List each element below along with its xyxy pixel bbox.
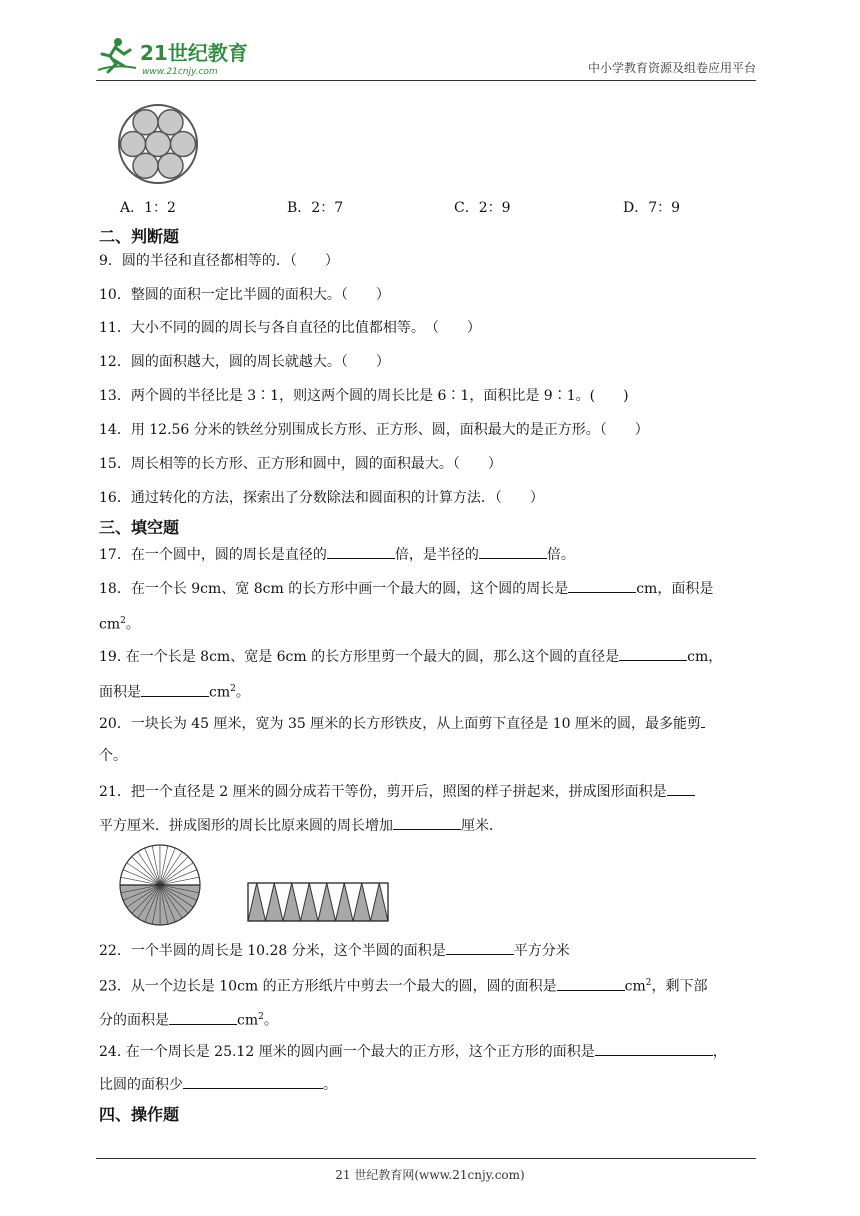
judge-q15: 15．周长相等的长方形、正方形和圆中，圆的面积最大。（ ） <box>99 456 502 472</box>
runner-icon <box>98 38 136 72</box>
fill-q23-cont: 分的面积是 $cm^2$。 <box>99 1007 278 1031</box>
fill-q20-cont: 个。 <box>99 748 127 764</box>
judge-q13: 13．两个圆的半径比是 3∶1，则这两个圆的周长比是 6∶1，面积比是 9∶1。( ) <box>99 388 629 404</box>
section-operation-title: 四、操作题 <box>99 1105 180 1124</box>
fill-q18: 18．在一个长 9cm、宽 8cm 的长方形中画一个最大的圆，这个圆的周长是 cm，面积是 <box>99 578 713 599</box>
fill-q21: 21．把一个直径是 2 厘米的圆分成若干等份，剪开后，照图的样子拼起来，拼成图形面积是 <box>99 781 695 802</box>
svg-text:www.21cnjy.com: www.21cnjy.com <box>142 67 218 77</box>
fill-q24-cont: 比圆的面积少 。 <box>99 1074 337 1095</box>
fill-q21-cont: 平方厘米．拼成图形的周长比原来圆的周长增加 厘米． <box>99 815 503 836</box>
answer-blank[interactable] <box>595 1041 713 1056</box>
option-b: B．2：7 <box>287 200 344 216</box>
option-d: D．7：9 <box>623 200 681 216</box>
answer-blank[interactable] <box>667 781 695 796</box>
judge-q16: 16．通过转化的方法，探索出了分数除法和圆面积的计算方法．（ ） <box>99 490 544 506</box>
fill-q24: 24. 在一个周长是 25.12 厘米的圆内画一个最大的正方形，这个正方形的面积是 ， <box>99 1041 727 1062</box>
fill-q17: 17．在一个圆中，圆的周长是直径的 倍，是半径的 倍。 <box>99 544 575 565</box>
answer-blank[interactable] <box>141 682 209 697</box>
answer-blank[interactable] <box>701 713 705 728</box>
answer-blank[interactable] <box>619 646 687 661</box>
site-logo <box>96 34 266 78</box>
fill-q19-cont: 面积是 $cm^2$。 <box>99 679 250 703</box>
page-header <box>96 30 756 81</box>
judge-q10: 10．整圆的面积一定比半圆的面积大。（ ） <box>99 287 390 303</box>
answer-blank[interactable] <box>393 815 461 830</box>
answer-blank[interactable] <box>479 544 547 559</box>
fill-q20: 20．一块长为 45 厘米，宽为 35 厘米的长方形铁皮，从上面剪下直径是 10 厘米的圆，最多能剪 <box>99 713 705 734</box>
option-c: C．2：9 <box>454 200 511 216</box>
fill-q19: 19. 在一个长是 8cm、宽是 6cm 的长方形里剪一个最大的圆，那么这个圆的直径是 cm， <box>99 646 722 667</box>
section-fill-title: 三、填空题 <box>99 518 180 537</box>
divided-circle-figure <box>118 843 202 927</box>
svg-text:21世纪教育: 21世纪教育 <box>140 41 248 65</box>
answer-blank[interactable] <box>568 578 636 593</box>
fill-q23: 23．从一个边长是 10cm 的正方形纸片中剪去一个最大的圆，圆的面积是 $cm^2$，剩下部 <box>99 973 708 997</box>
answer-blank[interactable] <box>169 1010 237 1025</box>
seven-circles-figure <box>116 104 200 184</box>
section-judge-title: 二、判断题 <box>99 227 180 246</box>
rearranged-rectangle-figure <box>246 881 390 923</box>
answer-blank[interactable] <box>557 976 625 991</box>
option-a: A．1：2 <box>120 200 176 216</box>
header-platform-text: 中小学教育资源及组卷应用平台 <box>587 61 756 75</box>
judge-q14: 14．用 12.56 分米的铁丝分别围成长方形、正方形、圆，面积最大的是正方形。（ ） <box>99 422 649 438</box>
fill-q22: 22．一个半圆的周长是 10.28 分米，这个半圆的面积是 平方分米 <box>99 940 570 961</box>
judge-q11: 11．大小不同的圆的周长与各自直径的比值都相等。 （ ） <box>99 320 481 336</box>
answer-blank[interactable] <box>327 544 395 559</box>
answer-blank[interactable] <box>446 940 514 955</box>
footer-divider <box>96 1158 756 1159</box>
fill-q18-cont: $cm^2$。 <box>99 616 140 633</box>
answer-blank[interactable] <box>183 1074 323 1089</box>
judge-q9: 9．圆的半径和直径都相等的．（ ） <box>99 253 339 269</box>
page-footer: 21 世纪教育网(www.21cnjy.com) <box>335 1168 525 1182</box>
judge-q12: 12．圆的面积越大，圆的周长就越大。（ ） <box>99 354 390 370</box>
